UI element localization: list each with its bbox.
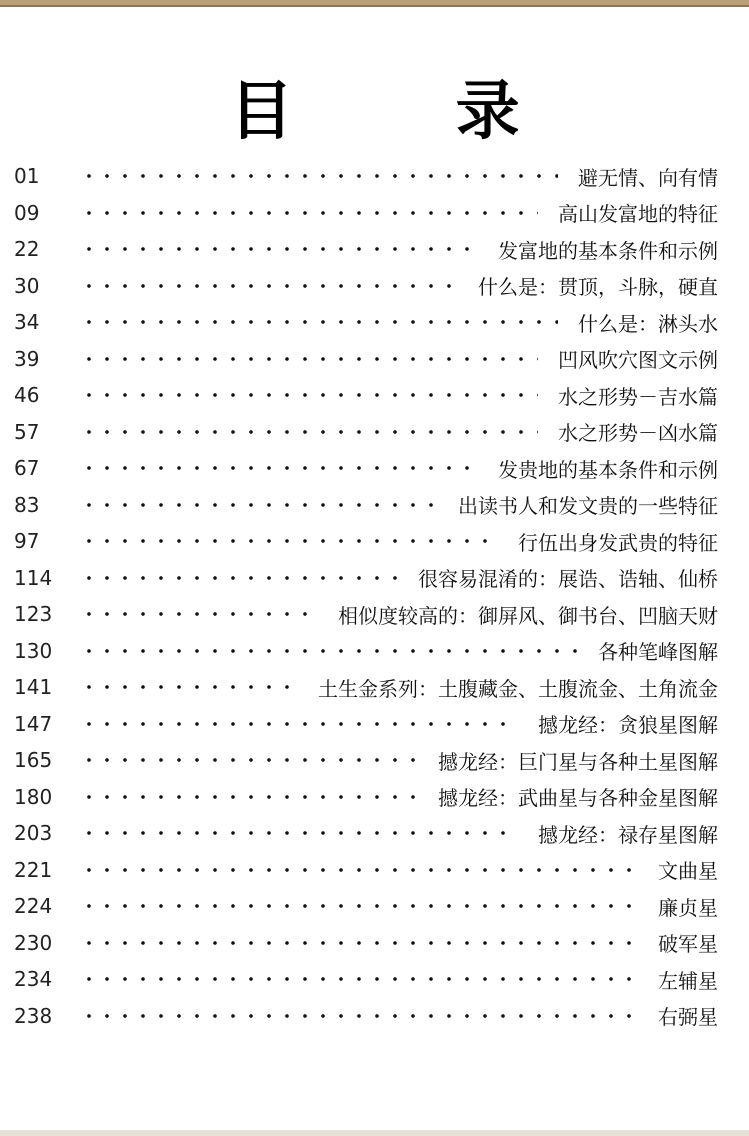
toc-page-number: 67: [14, 456, 40, 481]
toc-chapter-title: 左辅星: [658, 968, 718, 993]
toc-leader-area: [80, 633, 749, 670]
toc-leader-area: [80, 341, 749, 378]
toc-entry: [0, 341, 749, 378]
toc-page-number: 147: [14, 711, 53, 736]
toc-chapter-title: 什么是：贯顶，斗脉，硬直: [478, 275, 718, 300]
toc-page-number: 97: [14, 529, 40, 554]
toc-chapter-title: 发贵地的基本条件和示例: [498, 457, 718, 482]
toc-entry: [0, 888, 749, 925]
toc-chapter-title: 凹风吹穴图文示例: [558, 348, 718, 373]
dot-leader: [80, 904, 638, 908]
toc-leader-area: [80, 158, 749, 195]
toc-chapter-title: 相似度较高的：御屏风、御书台、凹脑天财: [338, 603, 718, 628]
toc-leader-area: [80, 414, 749, 451]
toc-page-number: 22: [14, 237, 40, 262]
toc-entry: [0, 414, 749, 451]
toc-chapter-title: 高山发富地的特征: [558, 202, 718, 227]
toc-entry: [0, 158, 749, 195]
toc-entry: [0, 487, 749, 524]
toc-entry: [0, 633, 749, 670]
toc-chapter-title: 水之形势－凶水篇: [558, 421, 718, 446]
toc-entry: [0, 195, 749, 232]
toc-leader-area: [80, 268, 749, 305]
toc-chapter-title: 右弼星: [658, 1005, 718, 1030]
toc-leader-area: [80, 815, 749, 852]
toc-page-number: 01: [14, 164, 40, 189]
toc-chapter-title: 文曲星: [658, 859, 718, 884]
toc-page-number: 224: [14, 894, 53, 919]
toc-entry: [0, 304, 749, 341]
toc-chapter-title: 水之形势－吉水篇: [558, 384, 718, 409]
toc-chapter-title: 很容易混淆的：展诰、诰轴、仙桥: [418, 567, 718, 592]
toc-page-number: 09: [14, 200, 40, 225]
dot-leader: [80, 393, 538, 397]
dot-leader: [80, 831, 518, 835]
toc-entry: [0, 560, 749, 597]
toc-leader-area: [80, 596, 749, 633]
dot-leader: [80, 247, 478, 251]
toc-chapter-title: 各种笔峰图解: [598, 640, 718, 665]
bottom-decorative-band: [0, 1130, 749, 1136]
toc-chapter-title: 廉贞星: [658, 895, 718, 920]
dot-leader: [80, 758, 418, 762]
toc-entry: [0, 268, 749, 305]
toc-entry: [0, 706, 749, 743]
toc-chapter-title: 撼龙经：贪狼星图解: [538, 713, 718, 738]
toc-leader-area: [80, 998, 749, 1035]
toc-page-number: 141: [14, 675, 53, 700]
toc-page-number: 234: [14, 967, 53, 992]
toc-leader-area: [80, 706, 749, 743]
toc-entry: [0, 852, 749, 889]
dot-leader: [80, 576, 398, 580]
top-decorative-line: [0, 5, 749, 7]
toc-page-number: 203: [14, 821, 53, 846]
dot-leader: [80, 503, 438, 507]
toc-leader-area: [80, 560, 749, 597]
toc-page-number: 46: [14, 383, 40, 408]
toc-page-number: 238: [14, 1003, 53, 1028]
toc-entry: [0, 523, 749, 560]
table-of-contents: [0, 158, 749, 1034]
toc-page-number: 57: [14, 419, 40, 444]
dot-leader: [80, 722, 518, 726]
toc-page-number: 30: [14, 273, 40, 298]
toc-chapter-title: 发富地的基本条件和示例: [498, 238, 718, 263]
toc-leader-area: [80, 195, 749, 232]
toc-page-number: 114: [14, 565, 53, 590]
dot-leader: [80, 174, 558, 178]
dot-leader: [80, 685, 298, 689]
dot-leader: [80, 868, 638, 872]
toc-page-number: 34: [14, 310, 40, 335]
toc-chapter-title: 破军星: [658, 932, 718, 957]
toc-leader-area: [80, 961, 749, 998]
page-title: 目 录: [229, 74, 590, 149]
toc-leader-area: [80, 523, 749, 560]
toc-entry: [0, 742, 749, 779]
toc-page-number: 39: [14, 346, 40, 371]
toc-leader-area: [80, 669, 749, 706]
dot-leader: [80, 612, 318, 616]
toc-chapter-title: 撼龙经：禄存星图解: [538, 822, 718, 847]
toc-page-number: 83: [14, 492, 40, 517]
toc-entry: [0, 596, 749, 633]
toc-entry: [0, 450, 749, 487]
dot-leader: [80, 320, 558, 324]
dot-leader: [80, 795, 418, 799]
toc-chapter-title: 什么是：淋头水: [578, 311, 718, 336]
toc-page-number: 130: [14, 638, 53, 663]
toc-chapter-title: 土生金系列：土腹藏金、土腹流金、土角流金: [318, 676, 718, 701]
toc-entry: [0, 998, 749, 1035]
toc-page-number: 165: [14, 748, 53, 773]
dot-leader: [80, 649, 578, 653]
toc-leader-area: [80, 304, 749, 341]
dot-leader: [80, 466, 478, 470]
toc-chapter-title: 撼龙经：巨门星与各种土星图解: [438, 749, 718, 774]
toc-page-number: 123: [14, 602, 53, 627]
dot-leader: [80, 211, 538, 215]
toc-chapter-title: 避无情、向有情: [578, 165, 718, 190]
dot-leader: [80, 284, 458, 288]
dot-leader: [80, 430, 538, 434]
toc-chapter-title: 行伍出身发武贵的特征: [518, 530, 718, 555]
toc-leader-area: [80, 925, 749, 962]
toc-entry: [0, 231, 749, 268]
dot-leader: [80, 539, 498, 543]
dot-leader: [80, 941, 638, 945]
toc-leader-area: [80, 487, 749, 524]
toc-entry: [0, 961, 749, 998]
toc-leader-area: [80, 742, 749, 779]
toc-leader-area: [80, 779, 749, 816]
toc-leader-area: [80, 377, 749, 414]
toc-entry: [0, 377, 749, 414]
toc-entry: [0, 925, 749, 962]
toc-leader-area: [80, 450, 749, 487]
dot-leader: [80, 1014, 638, 1018]
toc-leader-area: [80, 852, 749, 889]
dot-leader: [80, 357, 538, 361]
toc-page-number: 230: [14, 930, 53, 955]
toc-chapter-title: 出读书人和发文贵的一些特征: [458, 494, 718, 519]
toc-page-number: 221: [14, 857, 53, 882]
toc-page-number: 180: [14, 784, 53, 809]
toc-chapter-title: 撼龙经：武曲星与各种金星图解: [438, 786, 718, 811]
toc-entry: [0, 779, 749, 816]
toc-entry: [0, 815, 749, 852]
toc-leader-area: [80, 888, 749, 925]
toc-leader-area: [80, 231, 749, 268]
toc-entry: [0, 669, 749, 706]
dot-leader: [80, 977, 638, 981]
